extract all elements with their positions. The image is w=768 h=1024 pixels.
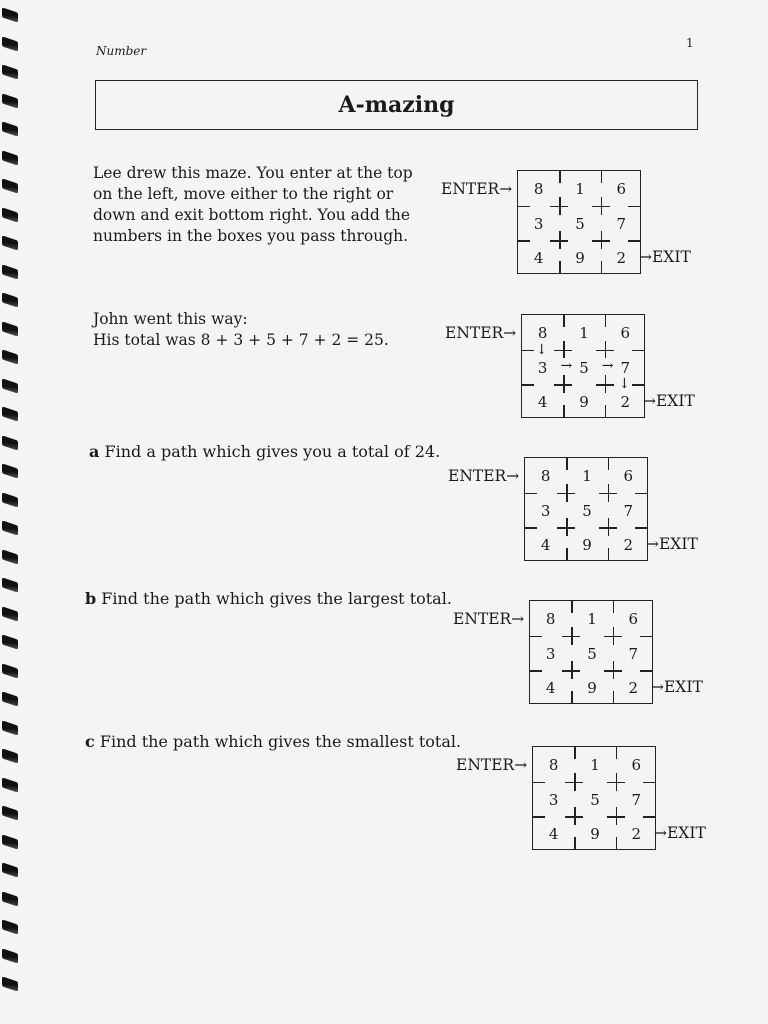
example-line: His total was 8 + 3 + 5 + 7 + 2 = 25.	[93, 331, 389, 349]
question-letter: b	[85, 589, 97, 608]
exit-label: →EXIT	[654, 824, 706, 842]
exit-label: →EXIT	[651, 678, 703, 696]
maze-wall	[632, 350, 644, 351]
maze-number: 9	[579, 393, 589, 412]
binding-coil	[2, 777, 18, 792]
question-b	[85, 589, 452, 608]
maze-wall	[574, 773, 575, 791]
maze-wall	[566, 458, 567, 470]
maze-number: 3	[545, 644, 556, 663]
maze-number: 4	[533, 249, 544, 268]
enter-label: ENTER→	[448, 467, 520, 485]
maze-wall	[605, 375, 606, 393]
binding-coil	[2, 207, 18, 222]
binding-coil	[2, 634, 18, 649]
maze-wall	[601, 197, 602, 215]
maze-wall	[559, 197, 560, 215]
binding-coil	[2, 834, 18, 849]
maze-number: 5	[587, 644, 597, 663]
maze-number: 2	[623, 536, 634, 555]
maze-wall	[563, 405, 564, 417]
maze-number: 1	[590, 756, 600, 774]
maze-wall	[613, 691, 614, 703]
section-header: Number	[96, 44, 147, 58]
maze-wall	[571, 691, 572, 703]
binding-coil	[2, 463, 18, 478]
intro-paragraph	[93, 163, 413, 247]
binding-coil	[2, 93, 18, 108]
page-title-box	[95, 80, 698, 130]
maze-number: 8	[533, 180, 544, 198]
maze-wall	[640, 636, 652, 637]
maze-number: 1	[579, 324, 589, 342]
exit-label: →EXIT	[646, 535, 698, 553]
maze-number: 3	[533, 214, 544, 233]
binding-coil	[2, 150, 18, 165]
maze-number: 2	[620, 393, 631, 412]
maze-wall	[525, 527, 537, 528]
maze-number: 3	[548, 790, 559, 809]
maze-wall	[533, 816, 545, 817]
enter-label: ENTER→	[445, 324, 517, 342]
maze-wall	[559, 171, 560, 183]
maze-grid	[517, 170, 641, 274]
binding-coil	[2, 492, 18, 507]
maze-wall	[635, 527, 647, 528]
maze-number: 1	[582, 467, 592, 485]
maze-number: 4	[540, 536, 551, 555]
maze-wall	[559, 231, 560, 249]
maze-grid	[532, 746, 656, 850]
maze-wall	[566, 518, 567, 536]
exit-label: →EXIT	[643, 392, 695, 410]
maze-wall	[574, 747, 575, 759]
maze-number: 4	[548, 825, 559, 844]
maze-wall	[601, 231, 602, 249]
binding-coil	[2, 577, 18, 592]
maze-wall	[608, 458, 609, 470]
maze-number: 4	[545, 679, 556, 698]
binding-coil	[2, 976, 18, 991]
maze-number: 6	[628, 610, 639, 628]
binding-coil	[2, 406, 18, 421]
maze-wall	[518, 206, 530, 207]
maze-wall	[613, 661, 614, 679]
maze-number: 8	[545, 610, 556, 628]
maze-wall	[530, 636, 542, 637]
maze-number: 7	[631, 790, 642, 809]
intro-line: down and exit bottom right. You add the	[93, 206, 411, 224]
maze-wall	[566, 548, 567, 560]
maze-number: 6	[623, 467, 634, 485]
maze-number: 5	[582, 501, 592, 520]
path-arrow: →	[560, 357, 573, 374]
maze-number: 9	[587, 679, 597, 698]
maze-wall	[608, 548, 609, 560]
maze-number: 2	[628, 679, 639, 698]
maze-number: 7	[628, 644, 639, 663]
maze-number: 9	[575, 249, 585, 268]
maze-number: 9	[590, 825, 600, 844]
binding-coil	[2, 292, 18, 307]
binding-coil	[2, 121, 18, 136]
enter-label: ENTER→	[441, 180, 513, 198]
maze-wall	[563, 375, 564, 393]
binding-coil	[2, 349, 18, 364]
question-letter: a	[89, 442, 100, 461]
question-text: Find the path which gives the smallest total.	[99, 732, 462, 751]
binding-coil	[2, 891, 18, 906]
example-line: John went this way:	[93, 310, 248, 328]
maze-wall	[563, 315, 564, 327]
binding-coil	[2, 549, 18, 564]
question-c	[85, 732, 461, 751]
question-text: Find a path which gives you a total of 24.	[104, 442, 441, 461]
maze-wall	[518, 240, 530, 241]
maze-number: 7	[623, 501, 634, 520]
intro-line: on the left, move either to the right or	[93, 185, 394, 203]
path-arrow: ↓	[618, 376, 631, 393]
spiral-binding	[0, 0, 22, 1024]
maze-number: 8	[537, 324, 548, 342]
maze-wall	[640, 670, 652, 671]
maze-grid	[529, 600, 653, 704]
maze-number: 3	[540, 501, 551, 520]
maze-wall	[616, 807, 617, 825]
binding-coil	[2, 321, 18, 336]
maze-number: 1	[575, 180, 585, 198]
maze-wall	[605, 405, 606, 417]
page-title: A-mazing	[338, 92, 455, 118]
maze-wall	[613, 627, 614, 645]
maze-number: 3	[537, 358, 548, 377]
maze-wall	[616, 747, 617, 759]
binding-coil	[2, 948, 18, 963]
maze-wall	[632, 384, 644, 385]
maze-wall	[628, 206, 640, 207]
maze-grid	[524, 457, 648, 561]
example-paragraph	[93, 309, 389, 351]
binding-coil	[2, 378, 18, 393]
maze-wall	[643, 782, 655, 783]
binding-coil	[2, 919, 18, 934]
maze-wall	[643, 816, 655, 817]
maze-wall	[601, 261, 602, 273]
binding-coil	[2, 435, 18, 450]
maze-wall	[533, 782, 545, 783]
maze-number: 2	[631, 825, 642, 844]
maze-wall	[608, 518, 609, 536]
maze-wall	[574, 837, 575, 849]
maze-grid	[521, 314, 645, 418]
binding-coil	[2, 663, 18, 678]
maze-wall	[616, 773, 617, 791]
maze-number: 5	[579, 358, 589, 377]
binding-coil	[2, 7, 18, 22]
maze-wall	[616, 837, 617, 849]
maze-wall	[601, 171, 602, 183]
binding-coil	[2, 36, 18, 51]
maze-number: 6	[620, 324, 631, 342]
maze-wall	[525, 493, 537, 494]
intro-line: Lee drew this maze. You enter at the top	[93, 164, 413, 182]
question-text: Find the path which gives the largest total.	[101, 589, 452, 608]
maze-wall	[571, 627, 572, 645]
maze-wall	[605, 315, 606, 327]
maze-number: 5	[590, 790, 600, 809]
path-arrow: →	[601, 357, 614, 374]
maze-number: 7	[620, 358, 631, 377]
maze-wall	[608, 484, 609, 502]
maze-wall	[571, 661, 572, 679]
maze-wall	[530, 670, 542, 671]
page-number: 1	[686, 36, 694, 50]
binding-coil	[2, 178, 18, 193]
maze-number: 4	[537, 393, 548, 412]
question-a	[89, 442, 440, 461]
binding-coil	[2, 606, 18, 621]
maze-number: 1	[587, 610, 597, 628]
binding-coil	[2, 720, 18, 735]
maze-wall	[571, 601, 572, 613]
maze-wall	[522, 350, 534, 351]
maze-wall	[563, 341, 564, 359]
maze-number: 8	[540, 467, 551, 485]
maze-wall	[559, 261, 560, 273]
maze-wall	[613, 601, 614, 613]
binding-coil	[2, 64, 18, 79]
maze-wall	[574, 807, 575, 825]
enter-label: ENTER→	[453, 610, 525, 628]
maze-number: 6	[616, 180, 627, 198]
binding-coil	[2, 805, 18, 820]
maze-number: 7	[616, 214, 627, 233]
binding-coil	[2, 264, 18, 279]
maze-number: 6	[631, 756, 642, 774]
path-arrow: ↓	[535, 341, 548, 358]
question-letter: c	[85, 732, 95, 751]
maze-number: 2	[616, 249, 627, 268]
maze-wall	[635, 493, 647, 494]
binding-coil	[2, 748, 18, 763]
enter-label: ENTER→	[456, 756, 528, 774]
maze-wall	[605, 341, 606, 359]
binding-coil	[2, 862, 18, 877]
maze-wall	[522, 384, 534, 385]
maze-wall	[628, 240, 640, 241]
binding-coil	[2, 691, 18, 706]
maze-wall	[566, 484, 567, 502]
binding-coil	[2, 520, 18, 535]
exit-label: →EXIT	[639, 248, 691, 266]
maze-number: 8	[548, 756, 559, 774]
maze-number: 5	[575, 214, 585, 233]
intro-line: numbers in the boxes you pass through.	[93, 227, 409, 245]
maze-number: 9	[582, 536, 592, 555]
binding-coil	[2, 235, 18, 250]
